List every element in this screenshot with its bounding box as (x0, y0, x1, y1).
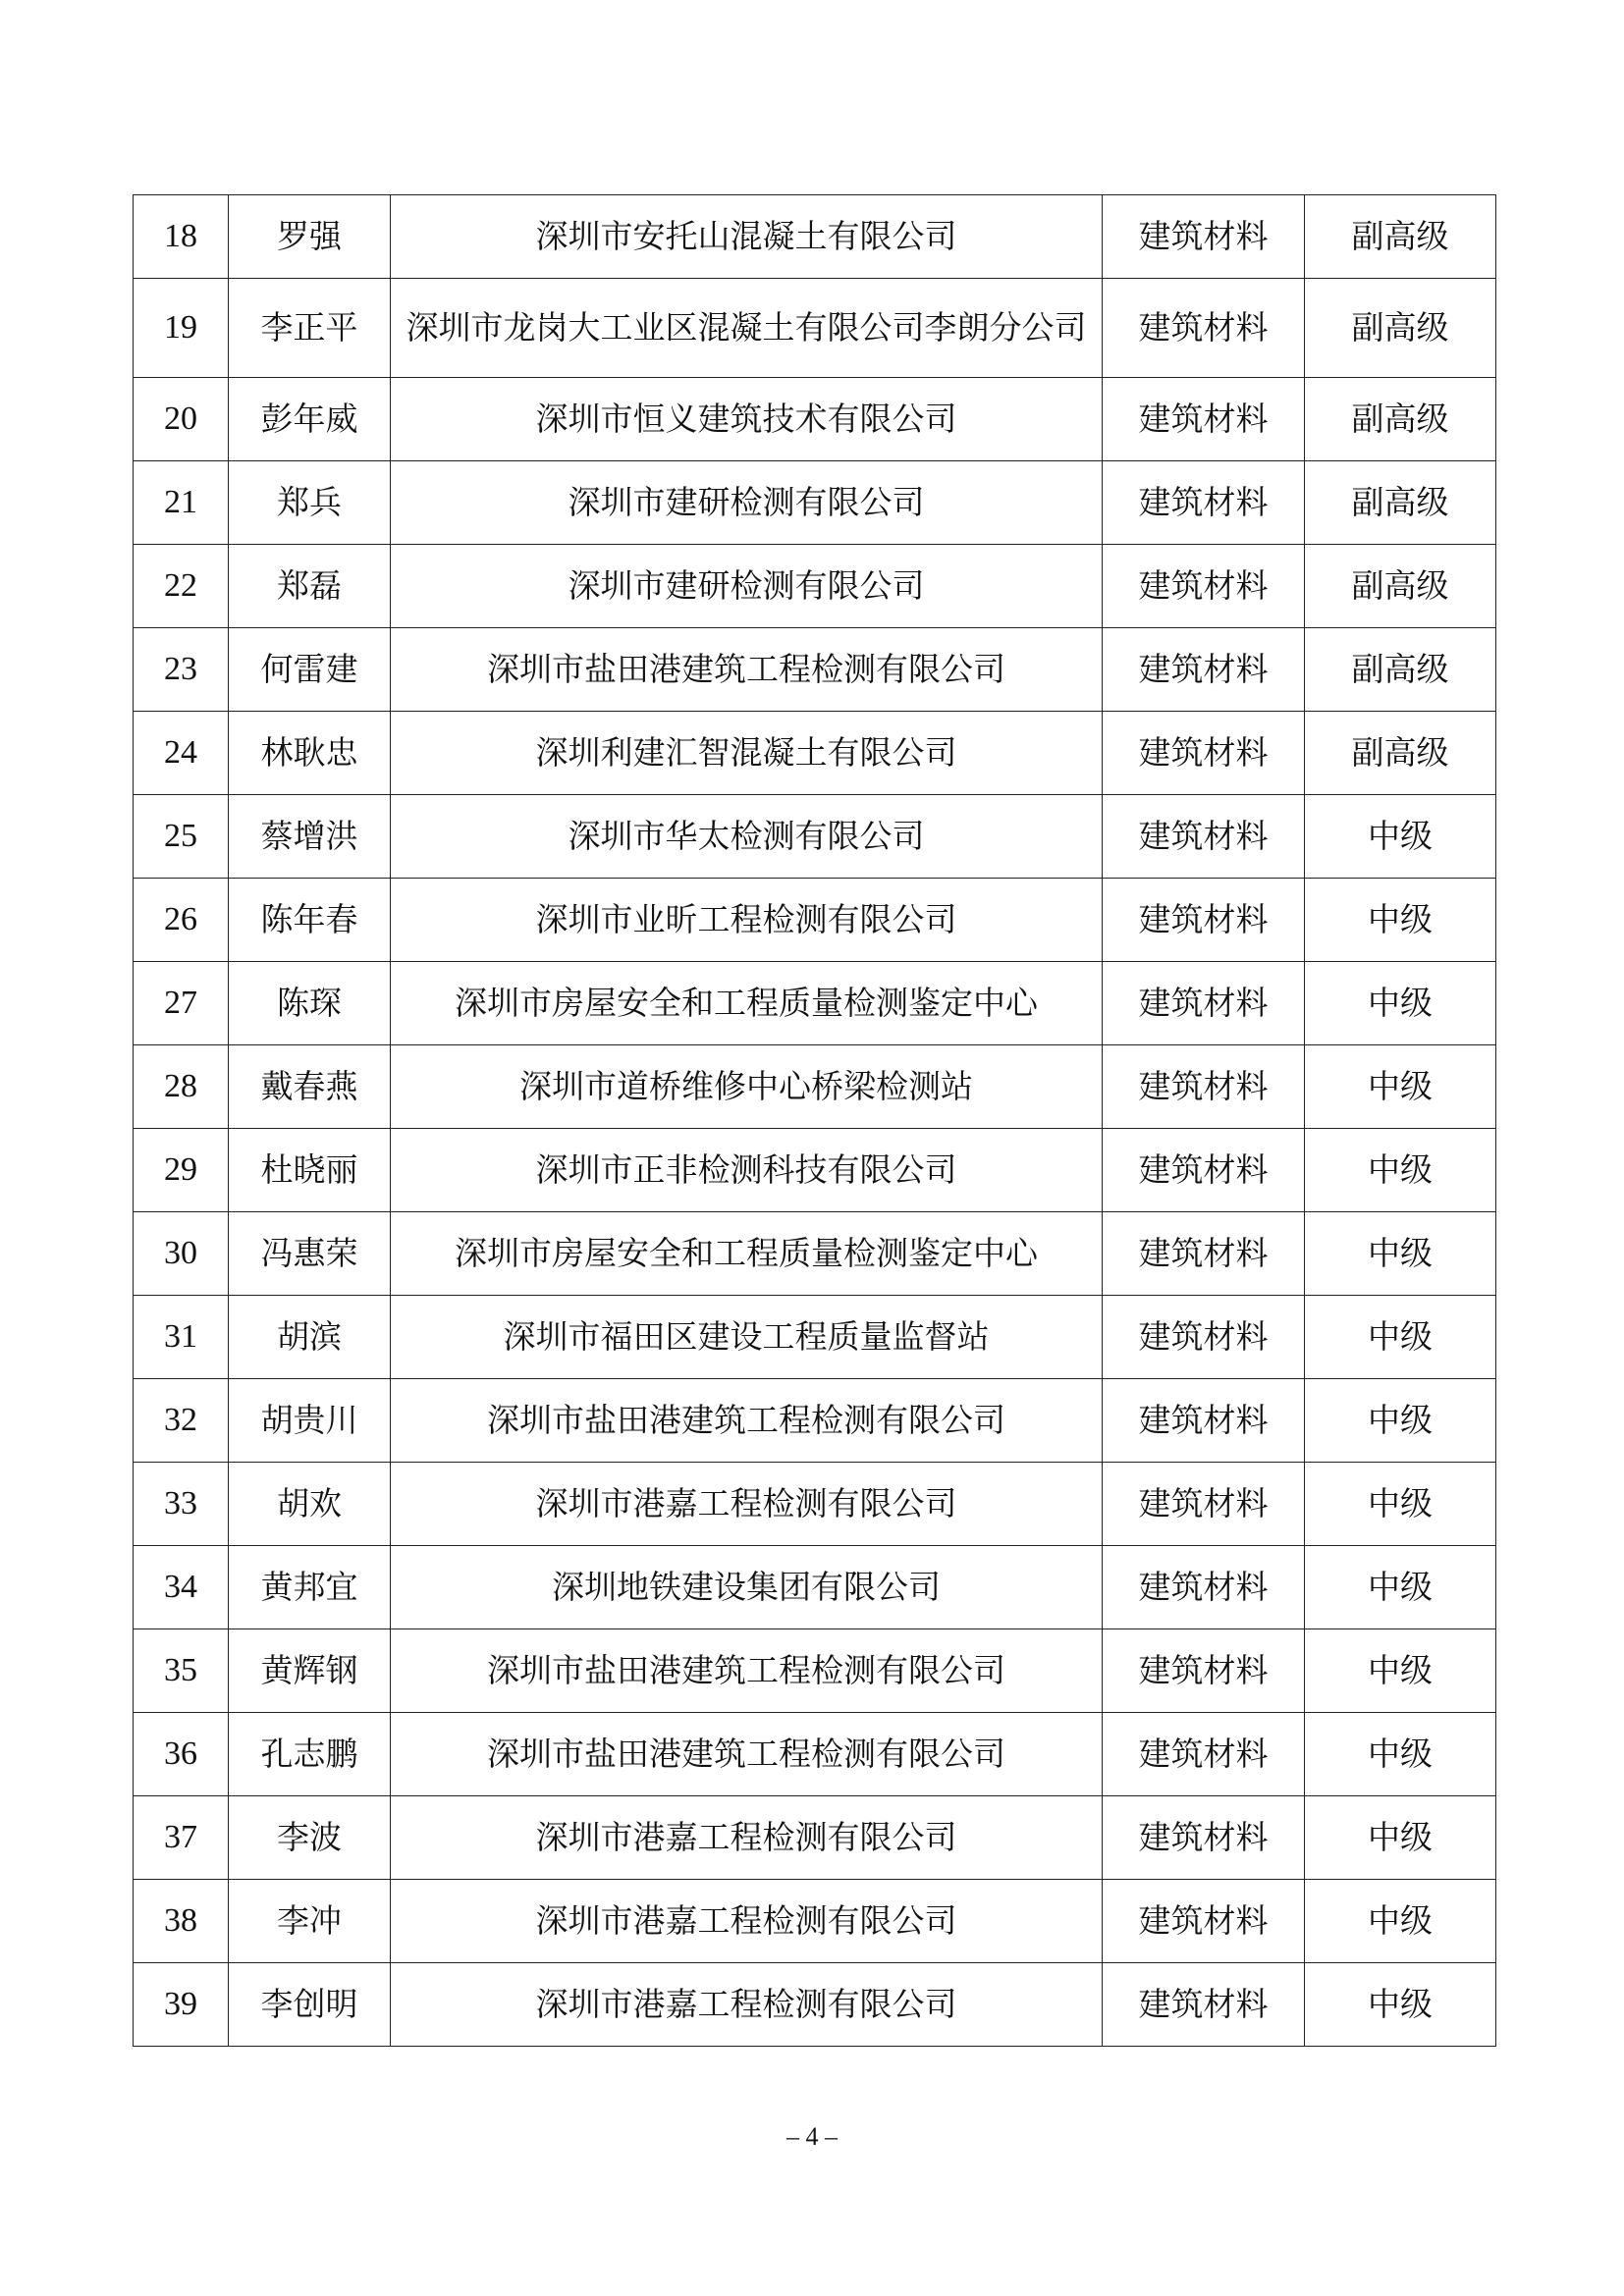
cell-number: 38 (134, 1880, 229, 1963)
cell-number: 36 (134, 1713, 229, 1796)
cell-organization: 深圳市福田区建设工程质量监督站 (391, 1296, 1103, 1379)
cell-name: 郑磊 (229, 545, 391, 628)
cell-field: 建筑材料 (1103, 1880, 1305, 1963)
table-row (134, 1796, 1496, 1880)
cell-name: 胡欢 (229, 1463, 391, 1546)
cell-level: 中级 (1305, 1880, 1496, 1963)
table-row (134, 1296, 1496, 1379)
cell-number: 19 (134, 279, 229, 378)
table-row (134, 795, 1496, 879)
cell-organization: 深圳市建研检测有限公司 (391, 545, 1103, 628)
table-row (134, 195, 1496, 279)
page-number: – 4 – (786, 2122, 838, 2151)
cell-field: 建筑材料 (1103, 1296, 1305, 1379)
cell-number: 30 (134, 1212, 229, 1296)
cell-field: 建筑材料 (1103, 1629, 1305, 1713)
cell-level: 副高级 (1305, 378, 1496, 461)
cell-name: 蔡增洪 (229, 795, 391, 879)
cell-organization: 深圳市盐田港建筑工程检测有限公司 (391, 628, 1103, 712)
cell-organization: 深圳利建汇智混凝土有限公司 (391, 712, 1103, 795)
cell-level: 副高级 (1305, 712, 1496, 795)
cell-organization: 深圳市房屋安全和工程质量检测鉴定中心 (391, 1212, 1103, 1296)
cell-level: 副高级 (1305, 279, 1496, 378)
cell-organization: 深圳市建研检测有限公司 (391, 461, 1103, 545)
cell-level: 中级 (1305, 1796, 1496, 1880)
cell-field: 建筑材料 (1103, 1796, 1305, 1880)
cell-level: 中级 (1305, 1129, 1496, 1212)
cell-level: 中级 (1305, 1629, 1496, 1713)
cell-field: 建筑材料 (1103, 1129, 1305, 1212)
cell-organization: 深圳市盐田港建筑工程检测有限公司 (391, 1713, 1103, 1796)
table-row (134, 628, 1496, 712)
personnel-table (133, 194, 1496, 2047)
cell-number: 34 (134, 1546, 229, 1629)
table-row (134, 1963, 1496, 2047)
cell-field: 建筑材料 (1103, 279, 1305, 378)
cell-organization: 深圳地铁建设集团有限公司 (391, 1546, 1103, 1629)
cell-name: 陈年春 (229, 879, 391, 962)
cell-name: 李冲 (229, 1880, 391, 1963)
cell-field: 建筑材料 (1103, 545, 1305, 628)
cell-name: 冯惠荣 (229, 1212, 391, 1296)
table-row (134, 1463, 1496, 1546)
cell-level: 副高级 (1305, 195, 1496, 279)
cell-field: 建筑材料 (1103, 1963, 1305, 2047)
cell-field: 建筑材料 (1103, 378, 1305, 461)
cell-level: 中级 (1305, 879, 1496, 962)
cell-level: 中级 (1305, 1045, 1496, 1129)
table-row (134, 1045, 1496, 1129)
cell-field: 建筑材料 (1103, 1713, 1305, 1796)
table-row (134, 1379, 1496, 1463)
cell-level: 中级 (1305, 1296, 1496, 1379)
table-row (134, 279, 1496, 378)
cell-name: 彭年威 (229, 378, 391, 461)
cell-number: 29 (134, 1129, 229, 1212)
cell-organization: 深圳市港嘉工程检测有限公司 (391, 1796, 1103, 1880)
cell-name: 李创明 (229, 1963, 391, 2047)
cell-organization: 深圳市华太检测有限公司 (391, 795, 1103, 879)
cell-level: 中级 (1305, 1713, 1496, 1796)
cell-name: 罗强 (229, 195, 391, 279)
cell-name: 李波 (229, 1796, 391, 1880)
table-row (134, 962, 1496, 1045)
cell-organization: 深圳市盐田港建筑工程检测有限公司 (391, 1379, 1103, 1463)
cell-field: 建筑材料 (1103, 1546, 1305, 1629)
cell-number: 21 (134, 461, 229, 545)
table-row (134, 378, 1496, 461)
table-row (134, 461, 1496, 545)
cell-name: 胡贵川 (229, 1379, 391, 1463)
cell-level: 中级 (1305, 1546, 1496, 1629)
cell-name: 黄辉钢 (229, 1629, 391, 1713)
cell-number: 22 (134, 545, 229, 628)
cell-level: 副高级 (1305, 628, 1496, 712)
cell-organization: 深圳市盐田港建筑工程检测有限公司 (391, 1629, 1103, 1713)
cell-number: 35 (134, 1629, 229, 1713)
table-row (134, 1546, 1496, 1629)
cell-name: 郑兵 (229, 461, 391, 545)
cell-name: 胡滨 (229, 1296, 391, 1379)
cell-organization: 深圳市道桥维修中心桥梁检测站 (391, 1045, 1103, 1129)
table-row (134, 1880, 1496, 1963)
cell-number: 20 (134, 378, 229, 461)
cell-name: 李正平 (229, 279, 391, 378)
cell-field: 建筑材料 (1103, 879, 1305, 962)
cell-field: 建筑材料 (1103, 962, 1305, 1045)
cell-level: 中级 (1305, 1963, 1496, 2047)
cell-name: 何雷建 (229, 628, 391, 712)
cell-number: 24 (134, 712, 229, 795)
cell-name: 孔志鹏 (229, 1713, 391, 1796)
cell-field: 建筑材料 (1103, 1379, 1305, 1463)
cell-organization: 深圳市港嘉工程检测有限公司 (391, 1963, 1103, 2047)
cell-field: 建筑材料 (1103, 1463, 1305, 1546)
cell-organization: 深圳市港嘉工程检测有限公司 (391, 1463, 1103, 1546)
cell-name: 杜晓丽 (229, 1129, 391, 1212)
table-row (134, 879, 1496, 962)
cell-field: 建筑材料 (1103, 1212, 1305, 1296)
cell-organization: 深圳市恒义建筑技术有限公司 (391, 378, 1103, 461)
cell-number: 27 (134, 962, 229, 1045)
cell-number: 28 (134, 1045, 229, 1129)
cell-field: 建筑材料 (1103, 628, 1305, 712)
cell-organization: 深圳市正非检测科技有限公司 (391, 1129, 1103, 1212)
table-row (134, 1713, 1496, 1796)
table-row (134, 545, 1496, 628)
cell-organization: 深圳市龙岗大工业区混凝土有限公司李朗分公司 (391, 279, 1103, 378)
table-row (134, 1629, 1496, 1713)
cell-number: 32 (134, 1379, 229, 1463)
table-row (134, 1129, 1496, 1212)
cell-number: 39 (134, 1963, 229, 2047)
cell-field: 建筑材料 (1103, 195, 1305, 279)
cell-name: 林耿忠 (229, 712, 391, 795)
table-row (134, 1212, 1496, 1296)
cell-organization: 深圳市房屋安全和工程质量检测鉴定中心 (391, 962, 1103, 1045)
cell-level: 中级 (1305, 1379, 1496, 1463)
cell-level: 副高级 (1305, 461, 1496, 545)
cell-field: 建筑材料 (1103, 1045, 1305, 1129)
cell-number: 33 (134, 1463, 229, 1546)
cell-level: 中级 (1305, 1463, 1496, 1546)
cell-name: 黄邦宜 (229, 1546, 391, 1629)
cell-number: 23 (134, 628, 229, 712)
cell-level: 中级 (1305, 1212, 1496, 1296)
cell-number: 26 (134, 879, 229, 962)
cell-field: 建筑材料 (1103, 795, 1305, 879)
cell-field: 建筑材料 (1103, 712, 1305, 795)
cell-level: 中级 (1305, 795, 1496, 879)
cell-name: 戴春燕 (229, 1045, 391, 1129)
cell-number: 18 (134, 195, 229, 279)
cell-level: 中级 (1305, 962, 1496, 1045)
cell-field: 建筑材料 (1103, 461, 1305, 545)
cell-organization: 深圳市港嘉工程检测有限公司 (391, 1880, 1103, 1963)
cell-name: 陈琛 (229, 962, 391, 1045)
cell-number: 31 (134, 1296, 229, 1379)
cell-organization: 深圳市业昕工程检测有限公司 (391, 879, 1103, 962)
cell-level: 副高级 (1305, 545, 1496, 628)
cell-number: 37 (134, 1796, 229, 1880)
table-row (134, 712, 1496, 795)
cell-organization: 深圳市安托山混凝土有限公司 (391, 195, 1103, 279)
cell-number: 25 (134, 795, 229, 879)
